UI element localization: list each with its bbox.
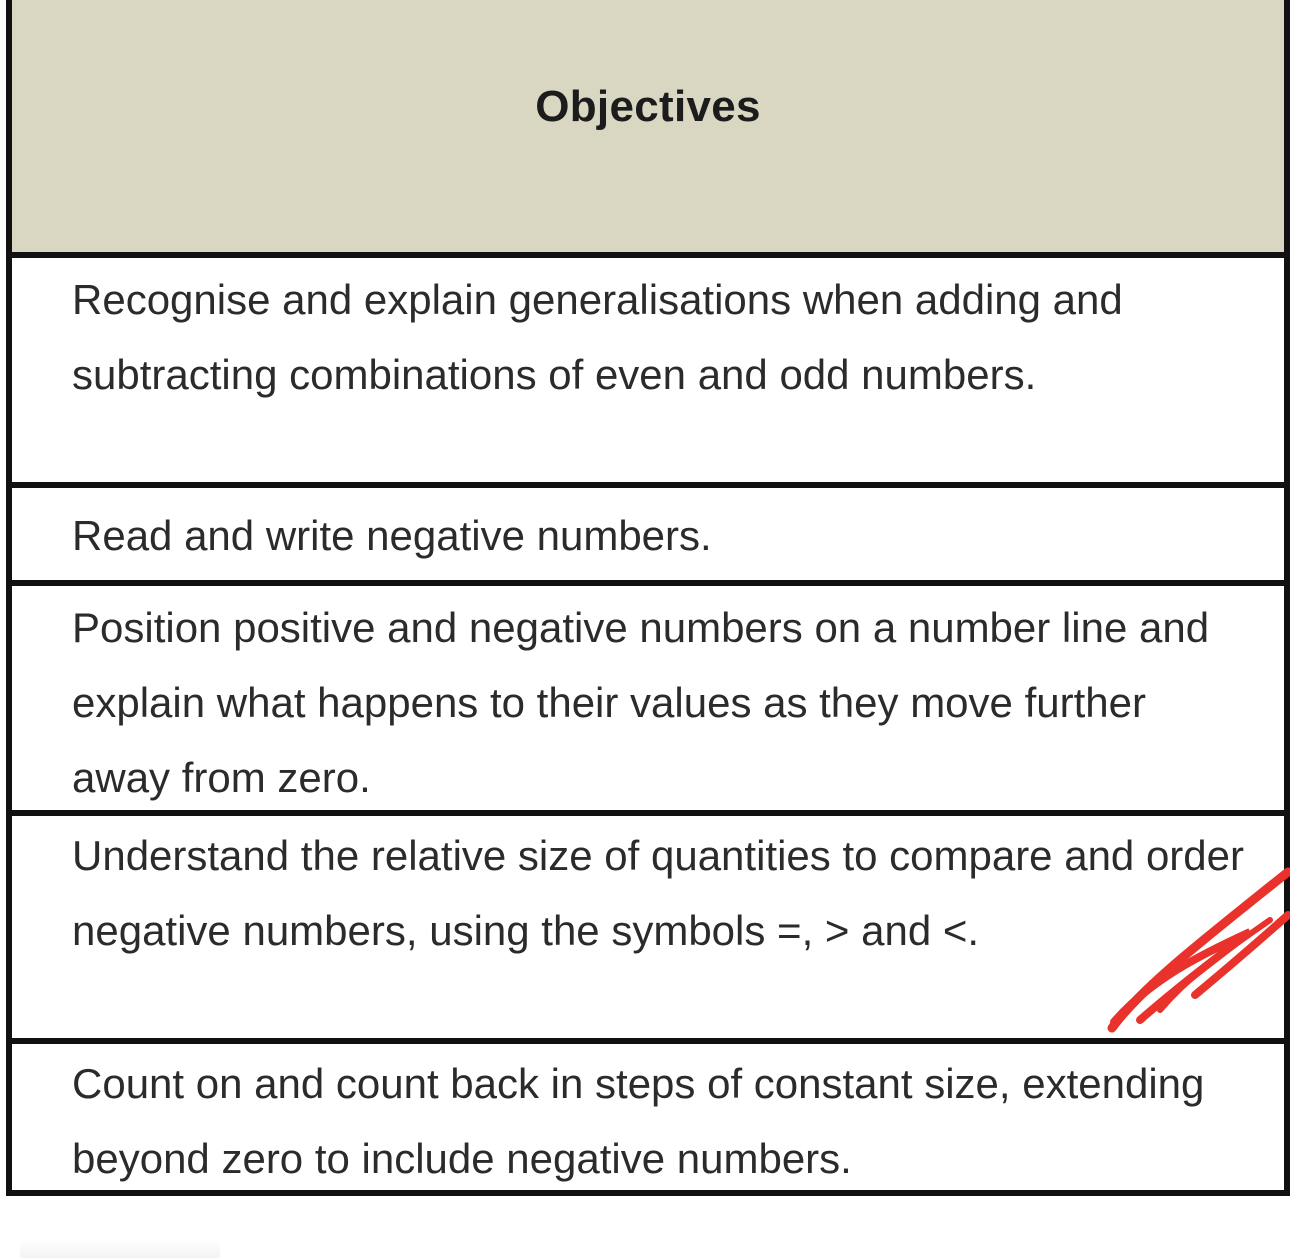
- header-label: Objectives: [535, 82, 761, 131]
- red-pen-annotation: [1100, 860, 1290, 1040]
- page-edge: [20, 1240, 220, 1258]
- table-row: Read and write negative numbers.: [72, 512, 712, 559]
- row-divider: [12, 252, 1284, 258]
- table-row: Count on and count back in steps of constant size, extending beyond zero to include negative numbers.: [72, 1060, 1205, 1182]
- row-divider: [12, 810, 1284, 816]
- table-row: Position positive and negative numbers on a number line and explain what happens to their values as they move further away from zero.: [72, 604, 1210, 801]
- table-header: [12, 0, 1284, 252]
- row-divider: [12, 482, 1284, 488]
- table-row: Recognise and explain generalisations when adding and subtracting combinations of even and odd numbers.: [72, 276, 1123, 398]
- row-divider: [12, 1038, 1284, 1044]
- row-divider: [12, 580, 1284, 586]
- objectives-table: [6, 0, 1290, 1196]
- table-row: Understand the relative size of quantities to compare and order negative numbers, using the symbols =, > and <.: [72, 832, 1245, 954]
